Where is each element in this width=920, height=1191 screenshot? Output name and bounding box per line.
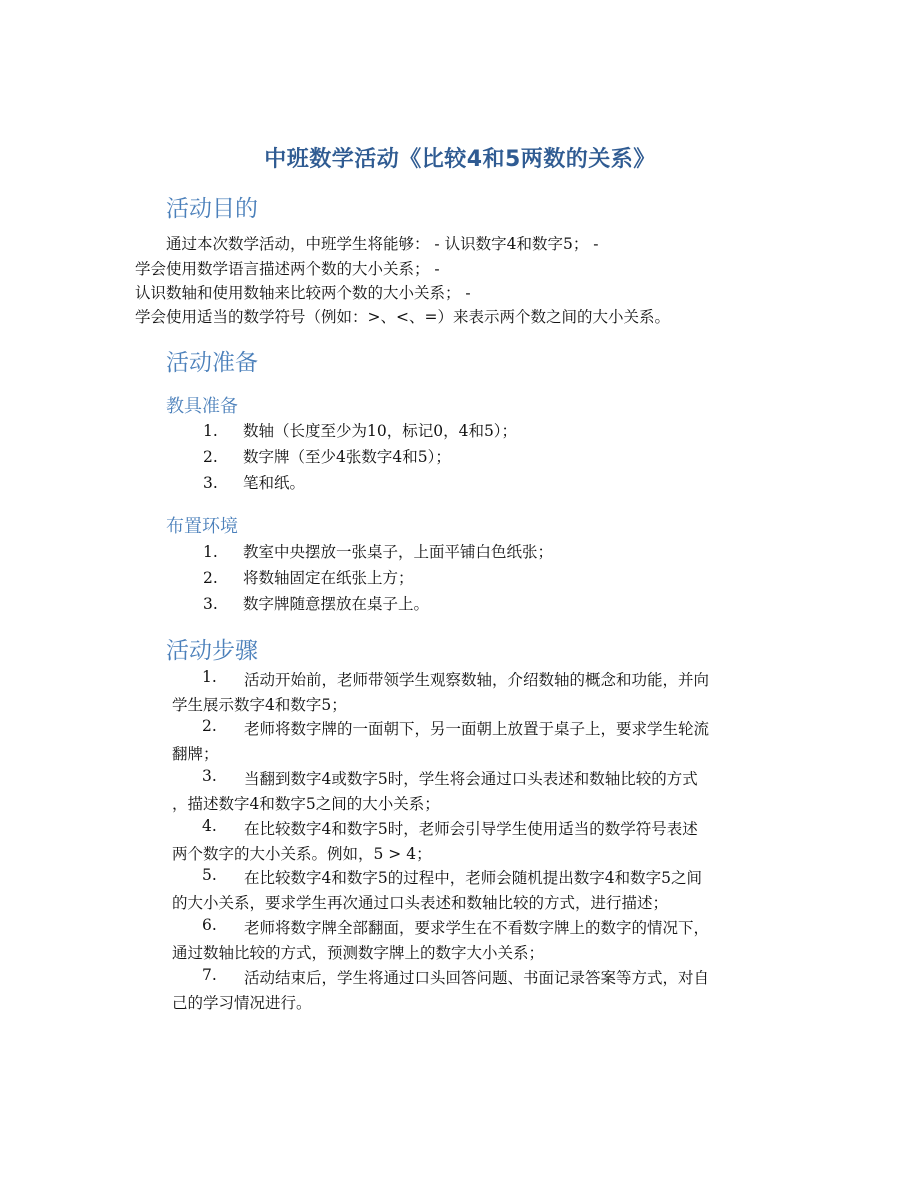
step-text-cont: 己的学习情况进行。 <box>172 994 312 1012</box>
step-text-cont: 两个数字的大小关系。例如，5 > 4； <box>172 845 432 863</box>
heading-prep: 活动准备 <box>166 350 258 376</box>
step-number: 2. <box>202 717 217 735</box>
goal-line-1: 通过本次数学活动，中班学生将能够： - 认识数字4和数字5； - <box>166 235 599 253</box>
step-text: 在比较数字4和数字5时，老师会引导学生使用适当的数学符号表述 <box>244 820 698 838</box>
step-text: 在比较数字4和数字5的过程中，老师会随机提出数字4和数字5之间 <box>244 869 702 887</box>
goal-line-3: 认识数轴和使用数轴来比较两个数的大小关系； - <box>135 284 471 302</box>
list-number: 1. <box>203 543 218 561</box>
step-text: 老师将数字牌的一面朝下，另一面朝上放置于桌子上，要求学生轮流 <box>244 720 710 738</box>
heading-goal: 活动目的 <box>166 196 258 222</box>
step-text-cont: 通过数轴比较的方式，预测数字牌上的数字大小关系； <box>172 944 545 962</box>
list-number: 1. <box>203 422 218 440</box>
list-text: 将数轴固定在纸张上方； <box>243 569 414 587</box>
list-text: 教室中央摆放一张桌子，上面平铺白色纸张； <box>243 543 554 561</box>
list-text: 笔和纸。 <box>243 474 306 492</box>
list-text: 数轴（长度至少为10，标记0，4和5）； <box>243 422 518 440</box>
list-text: 数字牌随意摆放在桌子上。 <box>243 595 430 613</box>
step-text: 当翻到数字4或数字5时，学生将会通过口头表述和数轴比较的方式 <box>244 770 698 788</box>
list-number: 2. <box>203 569 218 587</box>
step-text-cont: ，描述数字4和数字5之间的大小关系； <box>172 795 440 813</box>
step-text-cont: 翻牌； <box>172 745 219 763</box>
list-number: 3. <box>203 595 218 613</box>
document-title: 中班数学活动《比较4和5两数的关系》 <box>264 147 656 172</box>
list-number: 2. <box>203 448 218 466</box>
step-number: 4. <box>202 817 217 835</box>
step-number: 7. <box>202 966 217 984</box>
heading-tools: 教具准备 <box>166 396 238 417</box>
step-text-cont: 学生展示数字4和数字5； <box>172 696 347 714</box>
step-text: 老师将数字牌全部翻面，要求学生在不看数字牌上的数字的情况下， <box>244 919 710 937</box>
list-number: 3. <box>203 474 218 492</box>
goal-line-2: 学会使用数学语言描述两个数的大小关系； - <box>135 260 440 278</box>
list-text: 数字牌（至少4张数字4和5）； <box>243 448 451 466</box>
step-text-cont: 的大小关系，要求学生再次通过口头表述和数轴比较的方式，进行描述； <box>172 894 669 912</box>
step-number: 1. <box>202 668 217 686</box>
step-text: 活动结束后，学生将通过口头回答问题、书面记录答案等方式，对自 <box>244 969 710 987</box>
goal-line-4: 学会使用适当的数学符号（例如：>、<、=）来表示两个数之间的大小关系。 <box>135 308 670 326</box>
step-number: 3. <box>202 767 217 785</box>
heading-steps: 活动步骤 <box>166 638 258 664</box>
step-text: 活动开始前，老师带领学生观察数轴，介绍数轴的概念和功能，并向 <box>244 671 710 689</box>
step-number: 6. <box>202 916 217 934</box>
step-number: 5. <box>202 866 217 884</box>
heading-env: 布置环境 <box>166 516 238 537</box>
